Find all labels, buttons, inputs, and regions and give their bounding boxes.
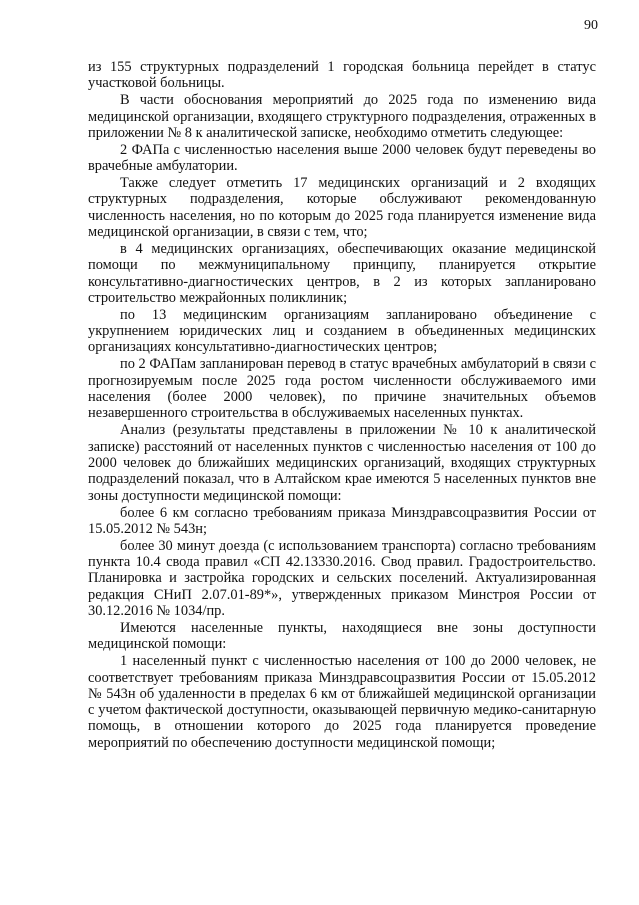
paragraph-8: Анализ (результаты представлены в приложении № 10 к аналитической записке) расстояний от населенных пунктов с численностью населения от 100 до 2000 человек до ближайших медицинских организаций, входящих структурных подразделений показал, что в Алтайском крае имеются 5 населенных пунктов вне зоны доступности медицинской помощи: [88,422,596,504]
paragraph-5: в 4 медицинских организациях, обеспечивающих оказание медицинской помощи по межмуниципальному принципу, планируется открытие консультативно-диагностических центров, в 2 из которых запланировано строительство межрайонных поликлиник; [88,241,596,306]
paragraph-7: по 2 ФАПам запланирован перевод в статус врачебных амбулаторий в связи с прогнозируемым после 2025 года ростом численности обслуживаемого ими населения (более 2000 человек), по причине значительных объемов незавершенного строительства в обслуживаемых населенных пунктах. [88,356,596,422]
paragraph-11: Имеются населенные пункты, находящиеся вне зоны доступности медицинской помощи: [88,619,596,653]
paragraph-3: 2 ФАПа с численностью населения выше 2000 человек будут переведены во врачебные амбулатории. [88,141,596,175]
paragraph-4: Также следует отметить 17 медицинских организаций и 2 входящих структурных подразделения, которые обслуживают рекомендованную численность населения, но по которым до 2025 года планируется изменение вида медицинской организации, в связи с тем, что; [88,175,596,241]
paragraph-1: из 155 структурных подразделений 1 городская больница перейдет в статус участковой больницы. [88,59,596,92]
page-number: 90 [584,18,598,33]
paragraph-12: 1 населенный пункт с численностью населения от 100 до 2000 человек, не соответствует требованиям приказа Минздравсоцразвития России от 15.05.2012 № 543н об удаленности в пределах 6 км от ближайшей медицинской организации с учетом фактической доступности, оказывающей первичную медико-санитарную помощь, в отношении которого до 2025 года планируется проведение мероприятий по обеспечению доступности медицинской помощи; [88,653,596,751]
paragraph-9: более 6 км согласно требованиям приказа Минздравсоцразвития России от 15.05.2012 № 543н; [88,504,596,537]
paragraph-2: В части обоснования мероприятий до 2025 года по изменению вида медицинской организации, входящего структурного подразделения, отраженных в приложении № 8 к аналитической записке, необходимо отметить следующее: [88,92,596,141]
document-body [88,59,596,752]
paragraph-6: по 13 медицинским организациям запланировано объединение с укрупнением юридических лиц и созданием в объединенных медицинских организациях консультативно-диагностических центров; [88,306,596,356]
paragraph-10: более 30 минут доезда (с использованием транспорта) согласно требованиям пункта 10.4 свода правил «СП 42.13330.2016. Свод правил. Градостроительство. Планировка и застройка городских и сельских поселений. Актуализированная редакция СНиП 2.07.01-89*», утвержденных приказом Минстроя России от 30.12.2016 № 1034/пр. [88,537,596,619]
